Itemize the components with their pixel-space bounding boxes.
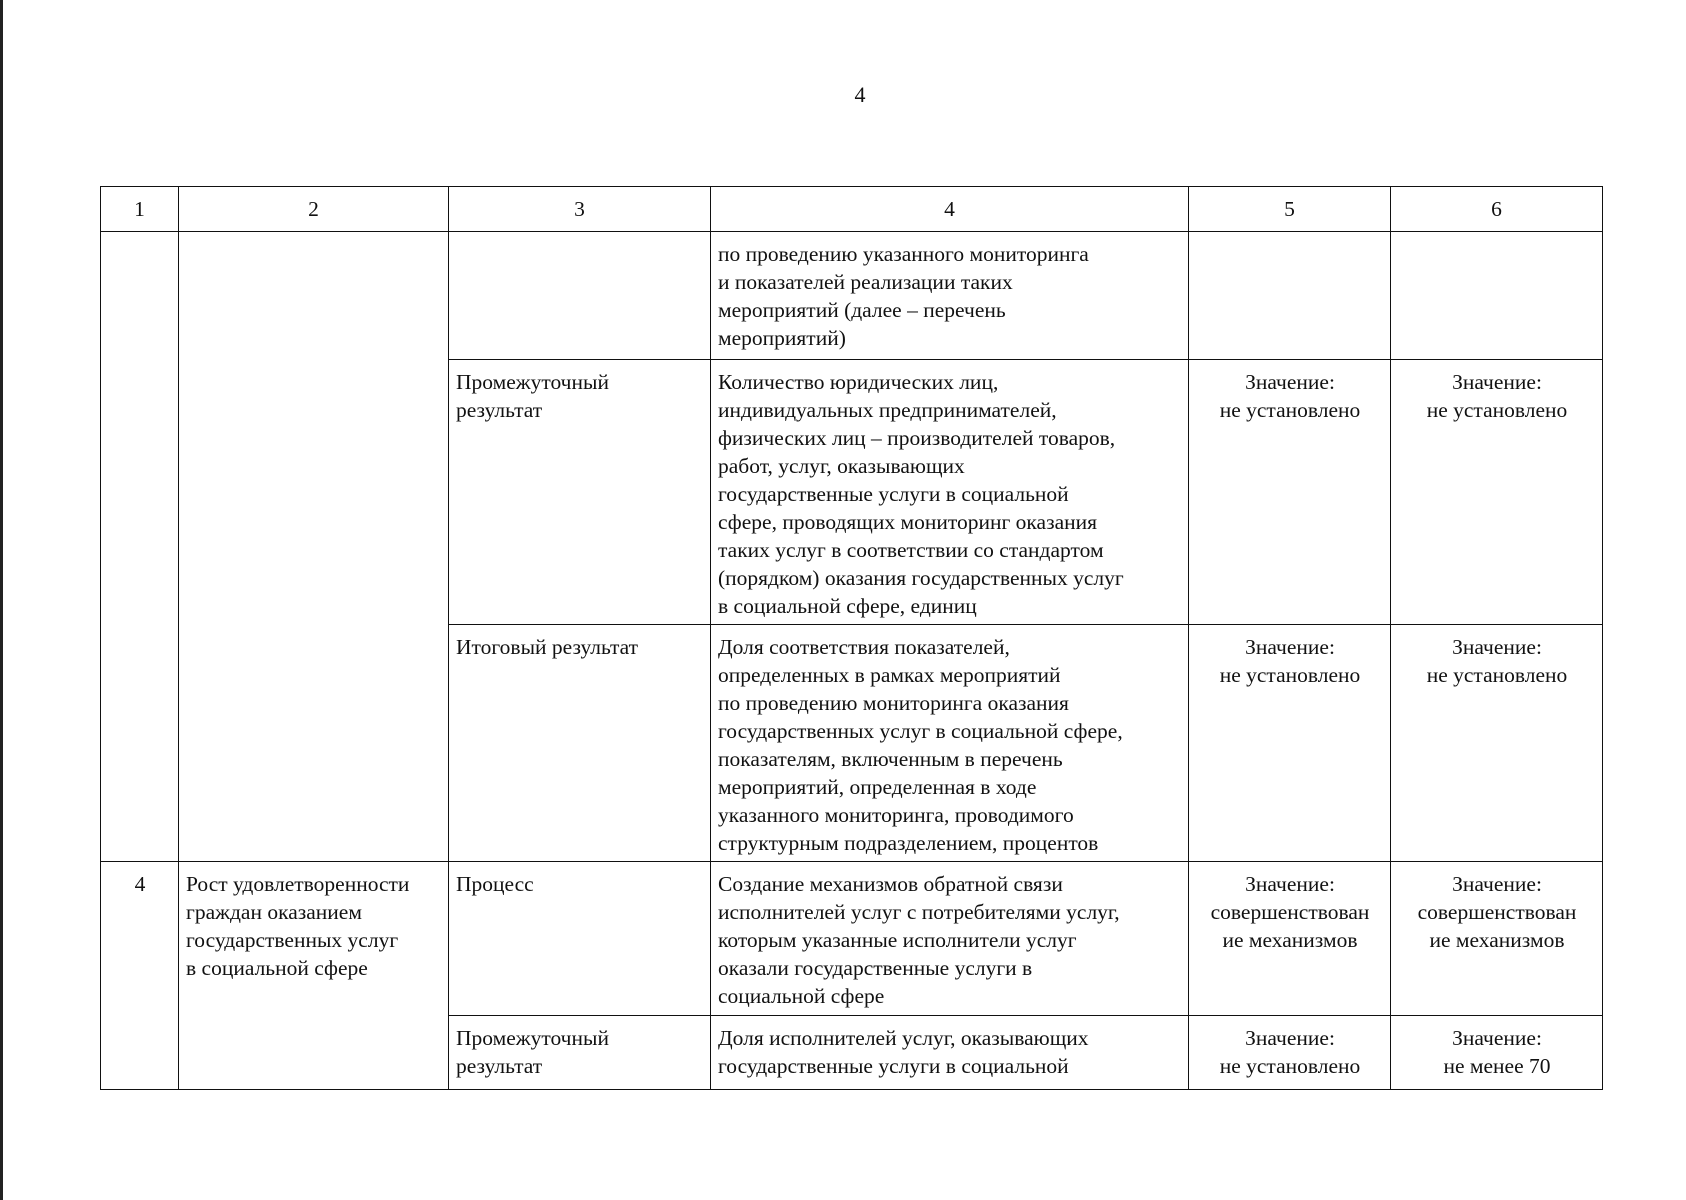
indicator-cell: по проведению указанного мониторинга и показателей реализации таких мероприятий (далее – перечень мероприятий) — [711, 232, 1189, 360]
header-cell-3: 3 — [449, 187, 711, 232]
value-cell-5: Значение: не установлено — [1189, 360, 1391, 625]
table-row — [101, 862, 1603, 1016]
value-cell-5: Значение: не установлено — [1189, 1016, 1391, 1090]
value-cell-6: Значение: не установлено — [1391, 625, 1603, 862]
value-cell-6: Значение: не установлено — [1391, 360, 1603, 625]
header-cell-2: 2 — [179, 187, 449, 232]
header-cell-5: 5 — [1189, 187, 1391, 232]
stage-cell: Итоговый результат — [449, 625, 711, 862]
requirements-table — [100, 186, 1603, 1090]
value-cell-5: Значение: не установлено — [1189, 625, 1391, 862]
stage-cell: Промежуточный результат — [449, 360, 711, 625]
indicator-cell: Создание механизмов обратной связи исполнителей услуг с потребителями услуг, которым указанные исполнители услуг оказали государственные услуги в социальной сфере — [711, 862, 1189, 1016]
goal-cell: Рост удовлетворенности граждан оказанием государственных услуг в социальной сфере — [179, 862, 449, 1090]
indicator-cell: Доля соответствия показателей, определенных в рамках мероприятий по проведению мониторинга оказания государственных услуг в социальной сфере, показателям, включенным в перечень мероприятий, определенная в ходе указанного мониторинга, проводимого структурным подразделением, процентов — [711, 625, 1189, 862]
stage-cell — [449, 232, 711, 360]
value-cell-6 — [1391, 232, 1603, 360]
table-header-row — [101, 187, 1603, 232]
header-cell-6: 6 — [1391, 187, 1603, 232]
indicator-cell: Доля исполнителей услуг, оказывающих государственные услуги в социальной — [711, 1016, 1189, 1090]
table-row — [101, 232, 1603, 360]
stage-cell: Процесс — [449, 862, 711, 1016]
page-number: 4 — [854, 82, 866, 107]
row-number-cell — [101, 232, 179, 862]
indicator-cell: Количество юридических лиц, индивидуальных предпринимателей, физических лиц – производителей товаров, работ, услуг, оказывающих государственные услуги в социальной сфере, проводящих мониторинг оказания таких услуг в соответствии со стандартом (порядком) оказания государственных услуг в социальной сфере, единиц — [711, 360, 1189, 625]
stage-cell: Промежуточный результат — [449, 1016, 711, 1090]
header-cell-1: 1 — [101, 187, 179, 232]
goal-cell — [179, 232, 449, 862]
row-number-cell: 4 — [101, 862, 179, 1090]
header-cell-4: 4 — [711, 187, 1189, 232]
page-edge — [0, 0, 3, 1200]
value-cell-6: Значение: не менее 70 — [1391, 1016, 1603, 1090]
value-cell-5 — [1189, 232, 1391, 360]
value-cell-6: Значение: совершенствован ие механизмов — [1391, 862, 1603, 1016]
value-cell-5: Значение: совершенствован ие механизмов — [1189, 862, 1391, 1016]
